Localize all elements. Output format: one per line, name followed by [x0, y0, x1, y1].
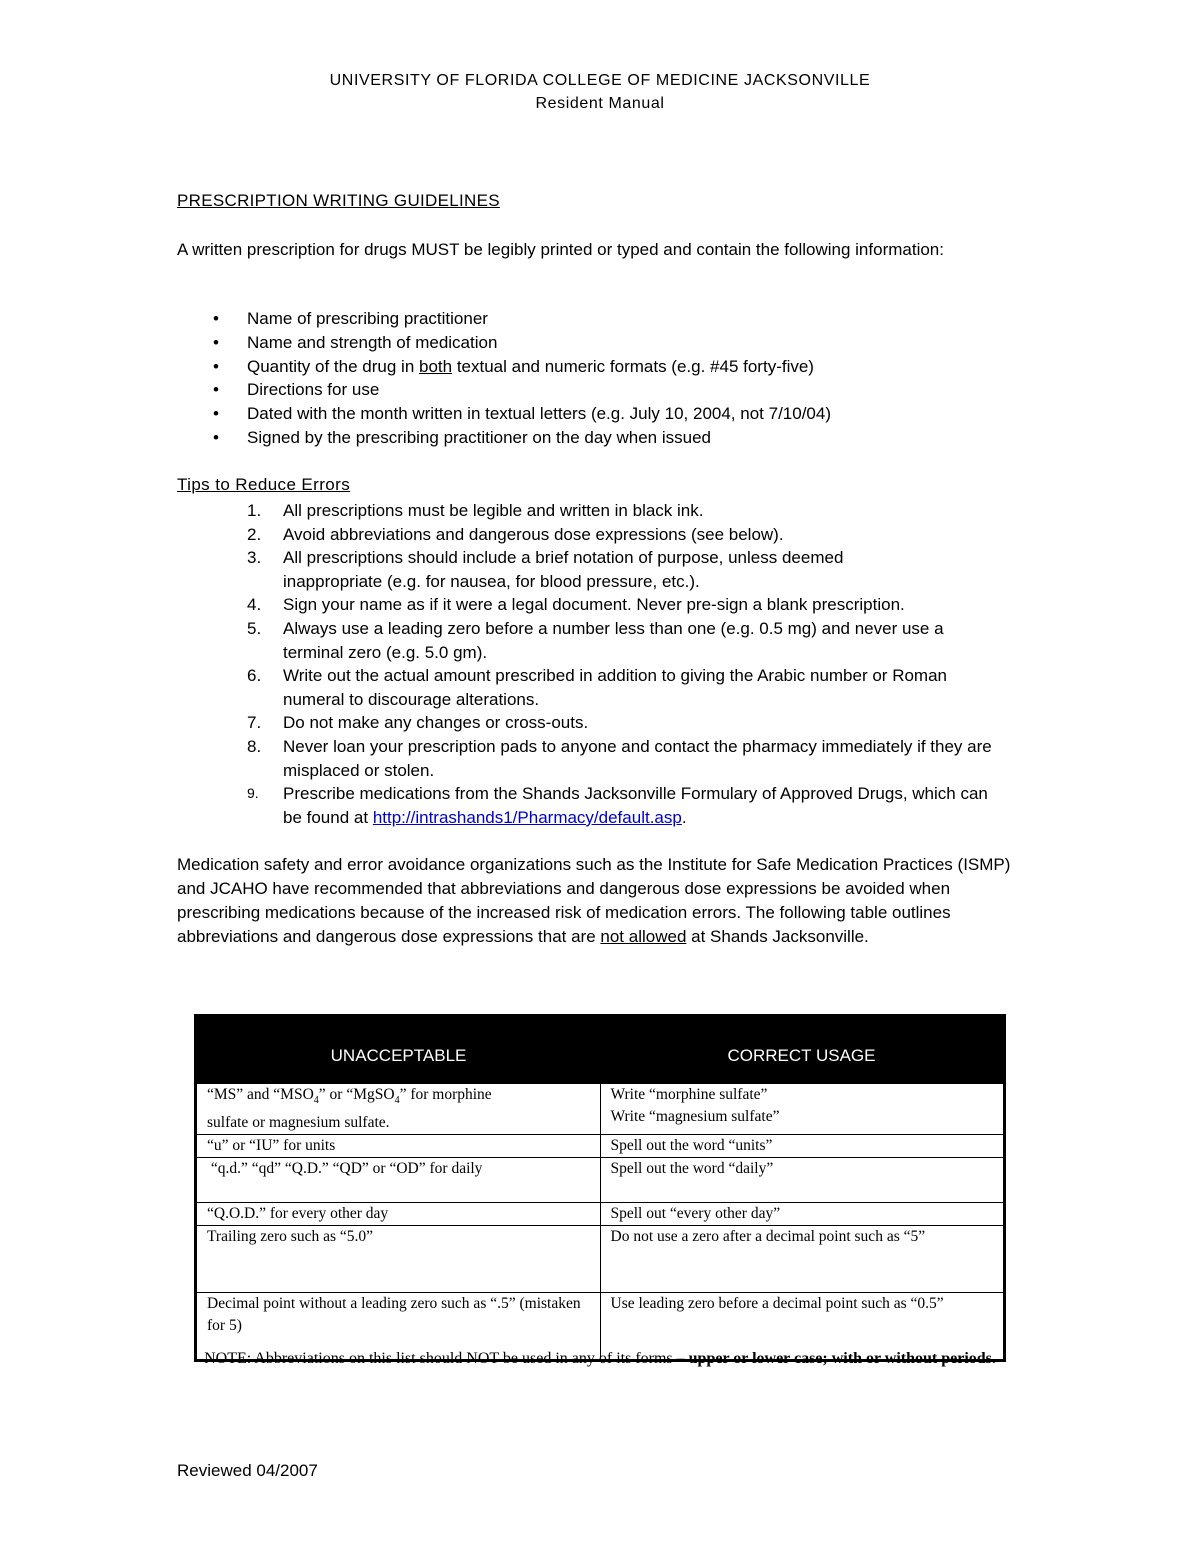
table-cell: Use leading zero before a decimal point such as “0.5”: [600, 1293, 1005, 1361]
table-cell: Do not use a zero after a decimal point such as “5”: [600, 1226, 1005, 1293]
column-header-correct-usage: CORRECT USAGE: [600, 1016, 1005, 1084]
list-item: 5. Always use a leading zero before a number less than one (e.g. 0.5 mg) and never use a terminal zero (e.g. 5.0 gm).: [247, 618, 944, 662]
intro-paragraph: A written prescription for drugs MUST be legibly printed or typed and contain the following information:: [177, 240, 944, 259]
manual-subtitle: Resident Manual: [535, 95, 665, 112]
bullet-icon: •: [213, 404, 219, 424]
table-cell: “q.d.” “qd” “Q.D.” “QD” or “OD” for daily: [196, 1158, 601, 1203]
column-header-unacceptable: UNACCEPTABLE: [196, 1016, 601, 1084]
list-item: • Name and strength of medication: [177, 331, 831, 355]
table-cell: Trailing zero such as “5.0”: [196, 1226, 601, 1293]
tips-list: [177, 499, 1037, 829]
table-row: [196, 1135, 1005, 1158]
list-item: 1. All prescriptions must be legible and written in black ink.: [247, 501, 704, 520]
table-row: [196, 1203, 1005, 1226]
requirements-list: [177, 307, 831, 450]
table-cell: “Q.O.D.” for every other day: [196, 1203, 601, 1226]
list-item: 2. Avoid abbreviations and dangerous dose expressions (see below).: [247, 524, 784, 544]
note-emphasis: upper or lower case; with or without periods.: [688, 1350, 996, 1367]
bullet-icon: •: [213, 356, 219, 376]
reviewed-date: Reviewed 04/2007: [177, 1461, 318, 1480]
list-item: • Dated with the month written in textual letters (e.g. July 10, 2004, not 7/10/04): [177, 402, 831, 426]
tips-heading: Tips to Reduce Errors: [177, 475, 351, 494]
list-item: • Signed by the prescribing practitioner on the day when issued: [177, 426, 831, 450]
bullet-icon: •: [213, 427, 219, 447]
table-cell: Decimal point without a leading zero such as “.5” (mistaken for 5): [196, 1293, 601, 1361]
abbreviations-table: [194, 1014, 1006, 1362]
table-cell: Spell out the word “units”: [600, 1135, 1005, 1158]
table-cell: Write “morphine sulfate” Write “magnesium sulfate”: [600, 1084, 1005, 1135]
formulary-link[interactable]: http://intrashands1/Pharmacy/default.asp: [372, 807, 682, 827]
table-cell: “u” or “IU” for units: [196, 1135, 601, 1158]
institution-header: UNIVERSITY OF FLORIDA COLLEGE OF MEDICINE JACKSONVILLE: [329, 72, 871, 89]
safety-paragraph: Medication safety and error avoidance organizations such as the Institute for Safe Medication Practices (ISMP) and JCAHO have recommended that abbreviations and dangerous dose expressions be avoided when prescribing medications because of the increased risk of medication errors. The following table outlines abbreviations and dangerous dose expressions that are not allowed at Shands Jacksonville.: [177, 855, 1011, 946]
table-row: [196, 1084, 1005, 1135]
list-item: 4. Sign your name as if it were a legal document. Never pre-sign a blank prescription.: [247, 595, 905, 615]
list-item: 7. Do not make any changes or cross-outs.: [247, 713, 589, 733]
table-note: NOTE: Abbreviations on this list should NOT be used in any of its forms – upper or lower case; with or without periods.: [204, 1350, 996, 1367]
emphasis-both: both: [419, 356, 453, 376]
list-item: • Directions for use: [177, 378, 831, 402]
table-row: [196, 1226, 1005, 1293]
bullet-icon: •: [213, 332, 219, 352]
bullet-icon: •: [213, 309, 219, 328]
bullet-icon: •: [213, 380, 219, 400]
page-title: PRESCRIPTION WRITING GUIDELINES: [177, 191, 500, 210]
table-row: [196, 1158, 1005, 1203]
list-item: 9. Prescribe medications from the Shands Jacksonville Formulary of Approved Drugs, which can be found at http://intrashands1/Pharmacy/default.asp.: [247, 784, 988, 827]
table-cell: Spell out the word “daily”: [600, 1158, 1005, 1203]
emphasis-not-allowed: not allowed: [600, 927, 687, 946]
list-item: 3. All prescriptions should include a brief notation of purpose, unless deemed inappropriate (e.g. for nausea, for blood pressure, etc.).: [247, 548, 844, 591]
list-item: 6. Write out the actual amount prescribed in addition to giving the Arabic number or Roman numeral to discourage alterations.: [247, 666, 947, 709]
table-cell: Spell out “every other day”: [600, 1203, 1005, 1226]
list-item: 8. Never loan your prescription pads to anyone and contact the pharmacy immediately if they are misplaced or stolen.: [247, 736, 992, 780]
list-item: • Name of prescribing practitioner: [177, 307, 831, 331]
table-cell: “MS” and “$MSO_4$” or “MgSO$_4$” for morphine sulfate or magnesium sulfate.: [196, 1084, 601, 1135]
list-item: • Quantity of the drug in both textual and numeric formats (e.g. #45 forty-five): [177, 355, 831, 379]
